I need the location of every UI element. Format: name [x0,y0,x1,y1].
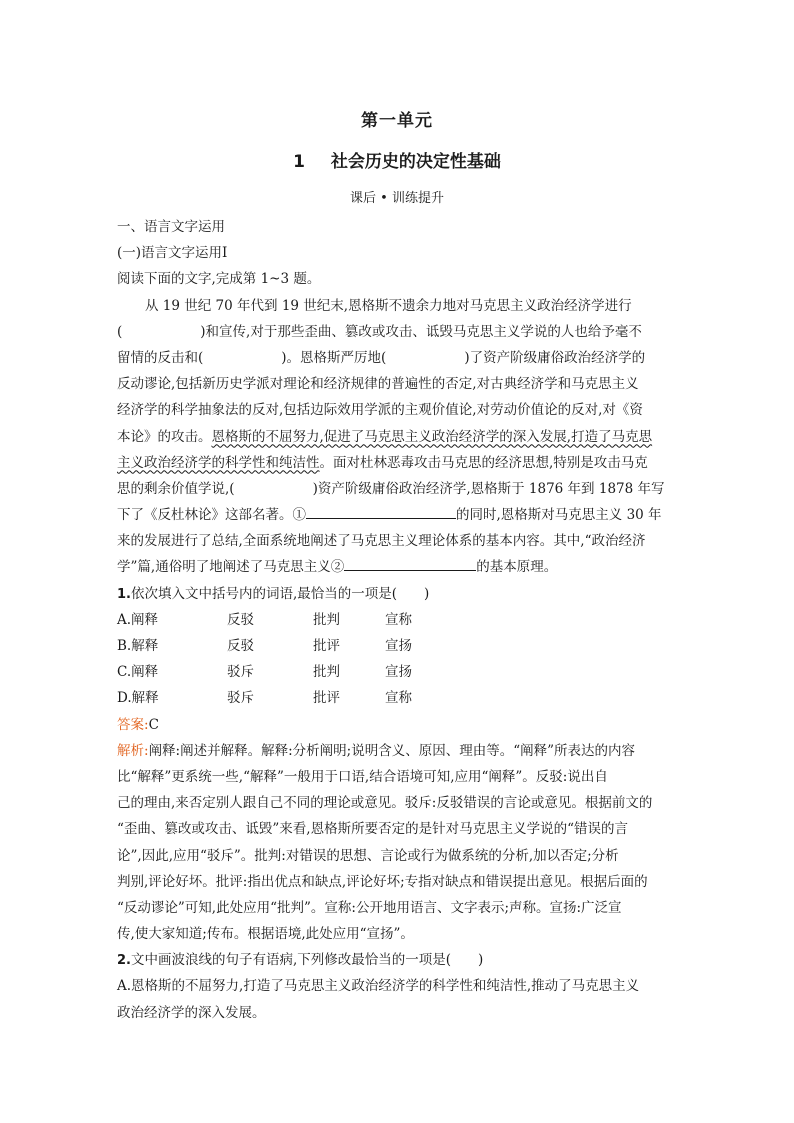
answer-blank-2 [344,554,476,571]
question-2-stem [117,947,683,973]
passage-line: 反动谬论,包括新历史学派对理论和经济规律的普遍性的否定,对古典经济学和马克思主义 [117,376,639,393]
explanation-line: “歪曲、篡改或攻击、诋毁”来看,恩格斯所要否定的是针对马克思主义学说的“错误的言 [117,821,628,838]
passage-line: 来的发展进行了总结,全面系统地阐述了马克思主义理论体系的基本内容。其中,“政治经济 [117,533,646,550]
explanation-line: 己的理由,来否定别人跟自己不同的理论或意见。驳斥:反驳错误的言论或意见。根据前文的 [117,795,653,812]
option-word: 批判 [313,611,340,628]
question-2-option-a: A.恩格斯的不屈努力,打造了马克思主义政治经济学的科学性和纯洁性,推动了马克思主义 [117,978,640,995]
option-row-c [117,659,683,685]
passage-text: 留情的反击和( [117,349,204,366]
passage-text: 学”篇,通俗明了地阐述了马克思主义② [117,559,345,576]
option-word: 驳斥 [227,690,254,707]
passage-text: 。面对杜林恶毒攻击马克思的经济思想,特别是攻击马克 [319,454,648,471]
option-row-b [117,633,683,659]
explanation-label: 解析: [117,742,149,759]
passage-line: 经济学的科学抽象法的反对,包括边际效用学派的主观价值论,对劳动价值论的反对,对《资 [117,402,643,419]
option-word: 解释 [131,638,159,654]
lesson-title [0,147,794,172]
wavy-underlined-sentence: 主义政治经济学的科学性和纯洁性 [117,454,320,471]
explanation-line: “反动谬论”可知,此处应用“批判”。宣称:公开地用语言、文字表示;声称。宣扬:广泛宣 [117,899,622,916]
option-word: 反驳 [227,638,254,654]
option-word: 宣扬 [385,638,412,654]
option-letter: B. [117,638,132,654]
passage-line [117,345,683,371]
answer-line [117,712,683,738]
question-text: 文中画波浪线的句子有语病,下列修改最恰当的一项是( ) [130,952,484,969]
passage-line [117,450,683,476]
unit-title: 第一单元 [361,111,433,131]
lesson-title-text: 社会历史的决定性基础 [330,152,501,172]
question-1-options [117,607,683,712]
option-word: 批评 [313,690,340,707]
question-2-option-a-cont: 政治经济学的深入发展。 [117,1004,266,1021]
question-number: 2. [117,953,131,969]
passage-text: )了资产阶级庸俗政治经济学的 [464,349,646,366]
passage-text: )资产阶级庸俗政治经济学,恩格斯于 1876 年到 1878 年写 [312,480,665,497]
passage-text: 的同时,恩格斯对马克思主义 30 年 [456,507,662,524]
explanation-line: 判别,评论好坏。批评:指出优点和缺点,评论好坏;专指对缺点和错误提出意见。根据后面的 [117,873,648,890]
option-row-a [117,607,683,633]
option-word: 宣称 [385,690,412,707]
passage-line: 从 19 世纪 70 年代到 19 世纪末,恩格斯不遗余力地对马克思主义政治经济学进行 [145,297,632,314]
explanation-text: 阐释:阐述并解释。解释:分析阐明;说明含义、原因、理由等。“阐释”所表达的内容 [148,742,636,759]
explanation-line [117,738,683,764]
section-heading: 一、语言文字运用 [117,219,225,235]
option-word: 驳斥 [227,664,254,681]
option-letter: A. [117,611,132,628]
explanation-line: 论”,因此,应用“驳斥”。批判:对错误的思想、言论或行为做系统的分析,加以否定;分析 [117,847,619,864]
option-row-d [117,685,683,711]
option-word: 反驳 [227,611,254,628]
document-body [117,214,683,1026]
passage-text: 本论》的攻击。 [117,428,212,445]
answer-blank-1 [306,502,456,519]
option-word: 解释 [131,690,159,707]
explanation-line: 传,使大家知道;传布。根据语境,此处应用“宣扬”。 [117,926,414,943]
passage-line [117,424,683,450]
explanation-line: 比“解释”更系统一些,“解释”一般用于口语,结合语境可知,应用“阐释”。反驳:说出自 [117,768,608,785]
passage-text: )和宣传,对于那些歪曲、篡改或攻击、诋毁马克思主义学说的人也给予毫不 [200,323,642,340]
option-word: 宣称 [385,611,412,628]
passage-line [117,554,683,580]
passage-text: 下了《反杜林论》这部名著。① [117,507,306,524]
option-word: 阐释 [131,611,159,628]
wavy-underlined-sentence: 恩格斯的不屈努力,促进了马克思主义政治经济学的深入发展,打造了马克思 [211,428,653,445]
passage-line [117,319,683,345]
option-word: 批评 [313,638,340,654]
lesson-number: 1 [293,152,305,172]
passage-text: 思的剩余价值学说,( [117,480,235,497]
passage-text: 的基本原理。 [476,559,558,576]
option-letter: C. [117,664,132,681]
explanation-block [117,738,683,948]
question-1-stem [117,581,683,607]
option-word: 批判 [313,664,340,681]
section-subtitle: 课后 • 训练提升 [350,191,444,206]
question-number: 1. [117,586,131,602]
reading-instruction: 阅读下面的文字,完成第 1~3 题。 [117,271,321,288]
passage-text: ( [117,323,123,340]
section-subheading: (一)语言文字运用Ⅰ [117,245,228,262]
question-text: 依次填入文中括号内的词语,最恰当的一项是( ) [130,585,430,602]
passage-line [117,476,683,502]
option-word: 阐释 [131,664,159,681]
answer-label: 答案: [117,716,149,733]
passage-text: )。恩格斯严厉地( [281,349,387,366]
option-letter: D. [117,690,132,707]
reading-passage [117,293,683,581]
option-word: 宣扬 [385,664,412,681]
passage-line [117,502,683,528]
answer-value: C [148,716,159,733]
